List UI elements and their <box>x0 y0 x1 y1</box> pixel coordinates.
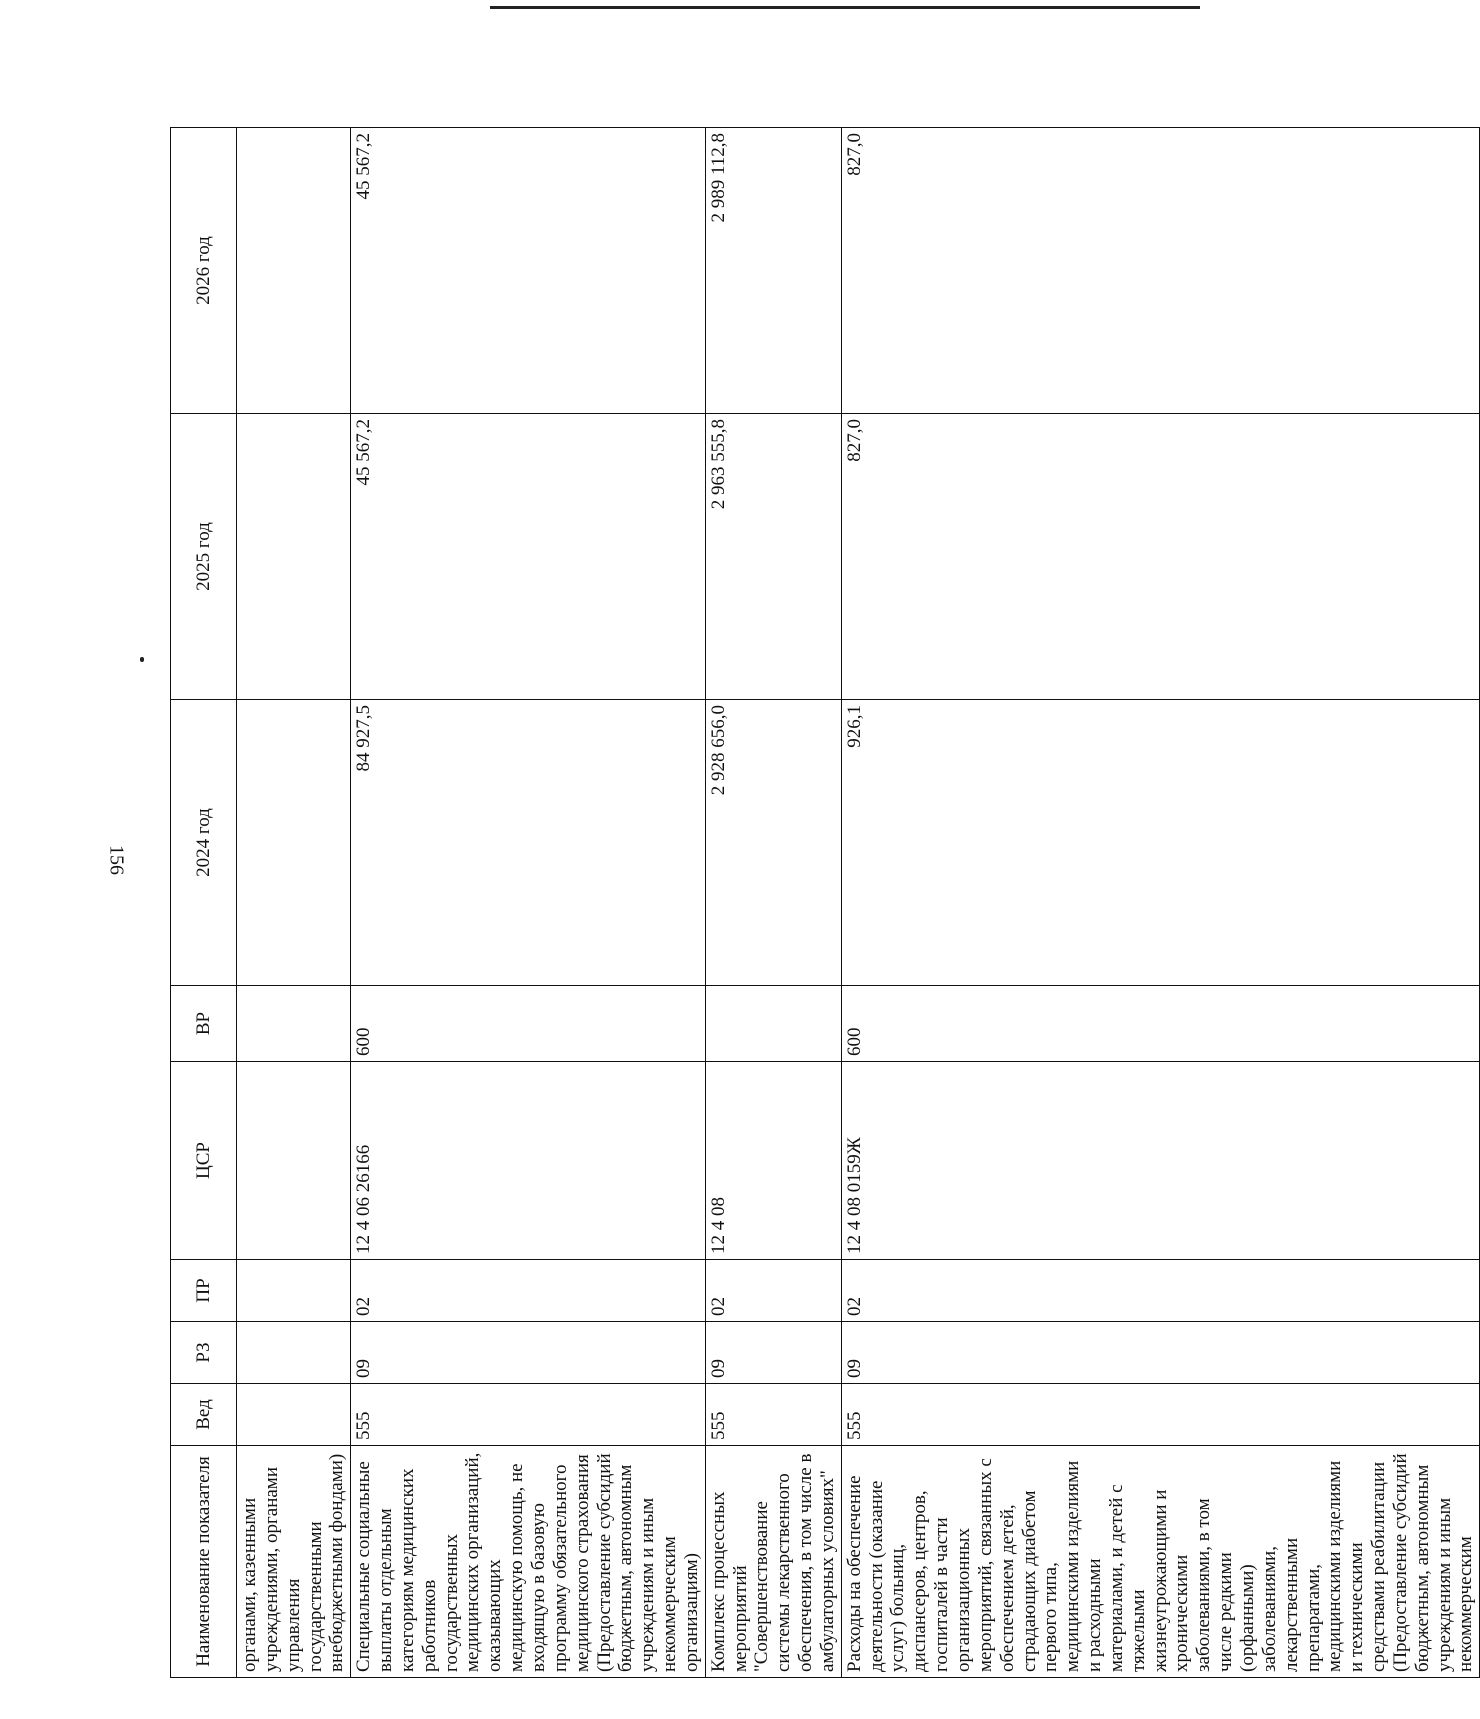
cell-2026: 827,0 <box>841 128 1479 414</box>
cell-2025: 45 567,2 <box>351 414 706 700</box>
cell-2024: 84 927,5 <box>351 700 706 986</box>
cell-2026: 45 567,2 <box>351 128 706 414</box>
cell-ved: 555 <box>705 1384 841 1446</box>
cell-name: органами, казенными учреждениями, органами управления государственными внебюджетными фондами) <box>237 1446 351 1678</box>
cell-2024: 926,1 <box>841 700 1479 986</box>
cell-vr: 600 <box>351 986 706 1062</box>
cell-rz: 09 <box>351 1322 706 1384</box>
header-rz: РЗ <box>171 1322 237 1384</box>
cell-name: Специальные социальные выплаты отдельным категориям медицинских работников государственных медицинских организаций, оказывающих медицинскую помощь, не входящую в базовую программу обязательного медицинского страхования (Предоставление субсидий бюджетным, автономным учреждениям и иным некоммерческим организациям) <box>351 1446 706 1678</box>
cell-rz: 09 <box>705 1322 841 1384</box>
header-vr: ВР <box>171 986 237 1062</box>
cell-ved: 555 <box>351 1384 706 1446</box>
cell-csr: 12 4 06 26166 <box>351 1062 706 1260</box>
cell-vr: 600 <box>841 986 1479 1062</box>
header-2024: 2024 год <box>171 700 237 986</box>
cell-csr <box>237 1062 351 1260</box>
cell-pr: 02 <box>351 1260 706 1322</box>
table-row <box>237 128 351 1678</box>
header-name: Наименование показателя <box>171 1446 237 1678</box>
cell-2025: 827,0 <box>841 414 1479 700</box>
cell-vr <box>237 986 351 1062</box>
cell-2026 <box>237 128 351 414</box>
cell-name: Комплекс процессных мероприятий "Совершенствование системы лекарственного обеспечения, в том числе в амбулаторных условиях" <box>705 1446 841 1678</box>
cell-pr: 02 <box>841 1260 1479 1322</box>
cell-ved <box>237 1384 351 1446</box>
budget-table <box>170 127 1480 1678</box>
page-number: 156 <box>105 845 128 875</box>
table-row <box>841 128 1479 1678</box>
header-csr: ЦСР <box>171 1062 237 1260</box>
table-row <box>351 128 706 1678</box>
header-ved: Вед <box>171 1384 237 1446</box>
cell-csr: 12 4 08 <box>705 1062 841 1260</box>
table-row <box>705 128 841 1678</box>
cell-2025: 2 963 555,8 <box>705 414 841 700</box>
cell-2026: 2 989 112,8 <box>705 128 841 414</box>
cell-2025 <box>237 414 351 700</box>
scan-mark <box>140 657 144 662</box>
cell-pr <box>237 1260 351 1322</box>
cell-rz <box>237 1322 351 1384</box>
cell-2024 <box>237 700 351 986</box>
cell-csr: 12 4 08 0159Ж <box>841 1062 1479 1260</box>
header-2026: 2026 год <box>171 128 237 414</box>
rotated-table-container <box>170 128 1477 1678</box>
header-2025: 2025 год <box>171 414 237 700</box>
cell-name: Расходы на обеспечение деятельности (оказание услуг) больниц, диспансеров, центров, госпиталей в части организационных мероприятий, связанных с обеспечением детей, страдающих диабетом первого типа, медицинскими изделиями и расходными материалами, и детей с тяжелыми жизнеугрожающими и хроническими заболеваниями, в том числе редкими (орфанными) заболеваниями, лекарственными препаратами, медицинскими изделиями и техническими средствами реабилитации (Предоставление субсидий бюджетным, автономным учреждениям и иным некоммерческим <box>841 1446 1479 1678</box>
top-rule <box>490 6 1200 9</box>
header-pr: ПР <box>171 1260 237 1322</box>
cell-ved: 555 <box>841 1384 1479 1446</box>
cell-pr: 02 <box>705 1260 841 1322</box>
cell-2024: 2 928 656,0 <box>705 700 841 986</box>
cell-vr <box>705 986 841 1062</box>
table-header-row <box>171 128 237 1678</box>
cell-rz: 09 <box>841 1322 1479 1384</box>
